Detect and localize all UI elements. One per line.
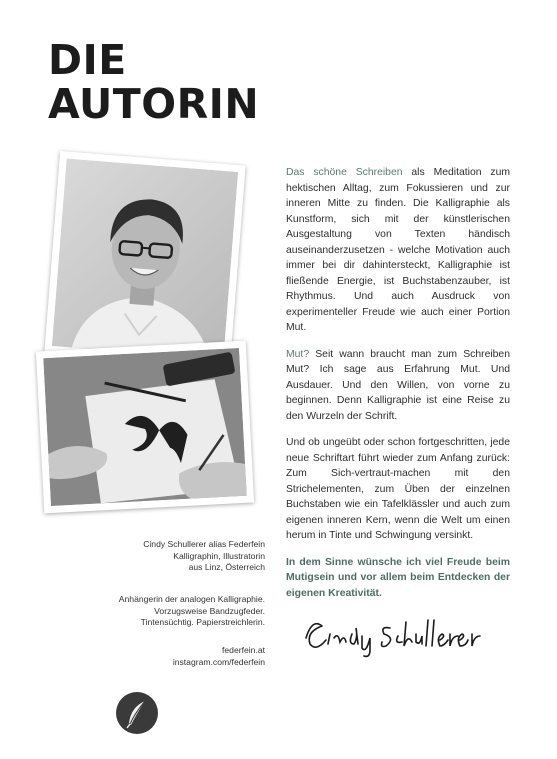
page-title-line-1: DIE xyxy=(48,36,127,84)
paragraph-1-lead: Das schöne Schreiben xyxy=(286,167,403,178)
closing-paragraph: In dem Sinne wünsche ich viel Freude beim Mutigsein und vor allem beim Entdecken der eigenen Kreativität. xyxy=(286,556,510,599)
bio-line: aus Linz, Österreich xyxy=(188,562,265,572)
paragraph-2 xyxy=(286,347,510,425)
feather-icon xyxy=(115,691,159,735)
calligraphy-photo xyxy=(36,341,254,514)
website-link[interactable]: federfein.at xyxy=(222,645,265,655)
author-links xyxy=(173,645,265,668)
author-bio xyxy=(143,539,265,574)
page-title xyxy=(48,38,259,126)
paragraph-1 xyxy=(286,165,510,336)
portrait-image xyxy=(52,159,238,360)
paragraph-2-text: Seit wann braucht man zum Schreiben Mut? Ich sage aus Erfahrung Mut. Und Ausdauer. Und den Willen, von vorne zu beginnen. Denn Kalligraphie ist eine Reise zu den Wurzeln der Schrift. xyxy=(286,348,510,422)
about-line: Tintensüchtig. Papierstreichlerin. xyxy=(140,617,265,627)
bio-line: Cindy Schullerer alias Federfein xyxy=(143,539,265,549)
author-portrait-photo xyxy=(44,151,245,367)
calligraphy-image xyxy=(43,348,246,506)
about-line: Vorzugsweise Bandzugfeder. xyxy=(154,605,265,616)
bio-line: Kalligraphin, Illustratorin xyxy=(173,550,265,561)
paragraph-3: Und ob ungeübt oder schon fortgeschritten, jede neue Schriftart führt wieder zum Anfang zurück: Zum Sich-vertraut-machen mit den Strichelementen, zum Üben der einzelnen Buchstaben wie ein Tafelklässler und auch zum eigenen inneren Kern, wenn die Welt um einen herum in Tinte und Schwingung versinkt. xyxy=(286,437,510,541)
author-signature xyxy=(300,608,500,660)
author-about xyxy=(119,594,265,629)
paragraph-2-lead: Mut? xyxy=(286,348,310,360)
author-text xyxy=(286,165,510,612)
instagram-link[interactable]: instagram.com/federfein xyxy=(172,656,265,667)
page-title-line-2: AUTORIN xyxy=(48,80,260,128)
paragraph-1-text: als Meditation zum hektischen Alltag, zum Fokussieren und zur inneren Mitte zu finden. Die Kalligraphie als Kunstform, sich mit der künstlerischen Ausgestaltung von Texten händisch auseinanderzusetzen - welche Motivation auch immer bei dir dahintersteckt, Kalligraphie ist fließende Energie, ist Buchstabenzauber, ist Rhythmus. Und auch Ausdruck von experimenteller Freude wie auch einer Portion Mut. xyxy=(286,167,511,333)
about-line: Anhängerin der analogen Kalligraphie. xyxy=(118,594,265,604)
